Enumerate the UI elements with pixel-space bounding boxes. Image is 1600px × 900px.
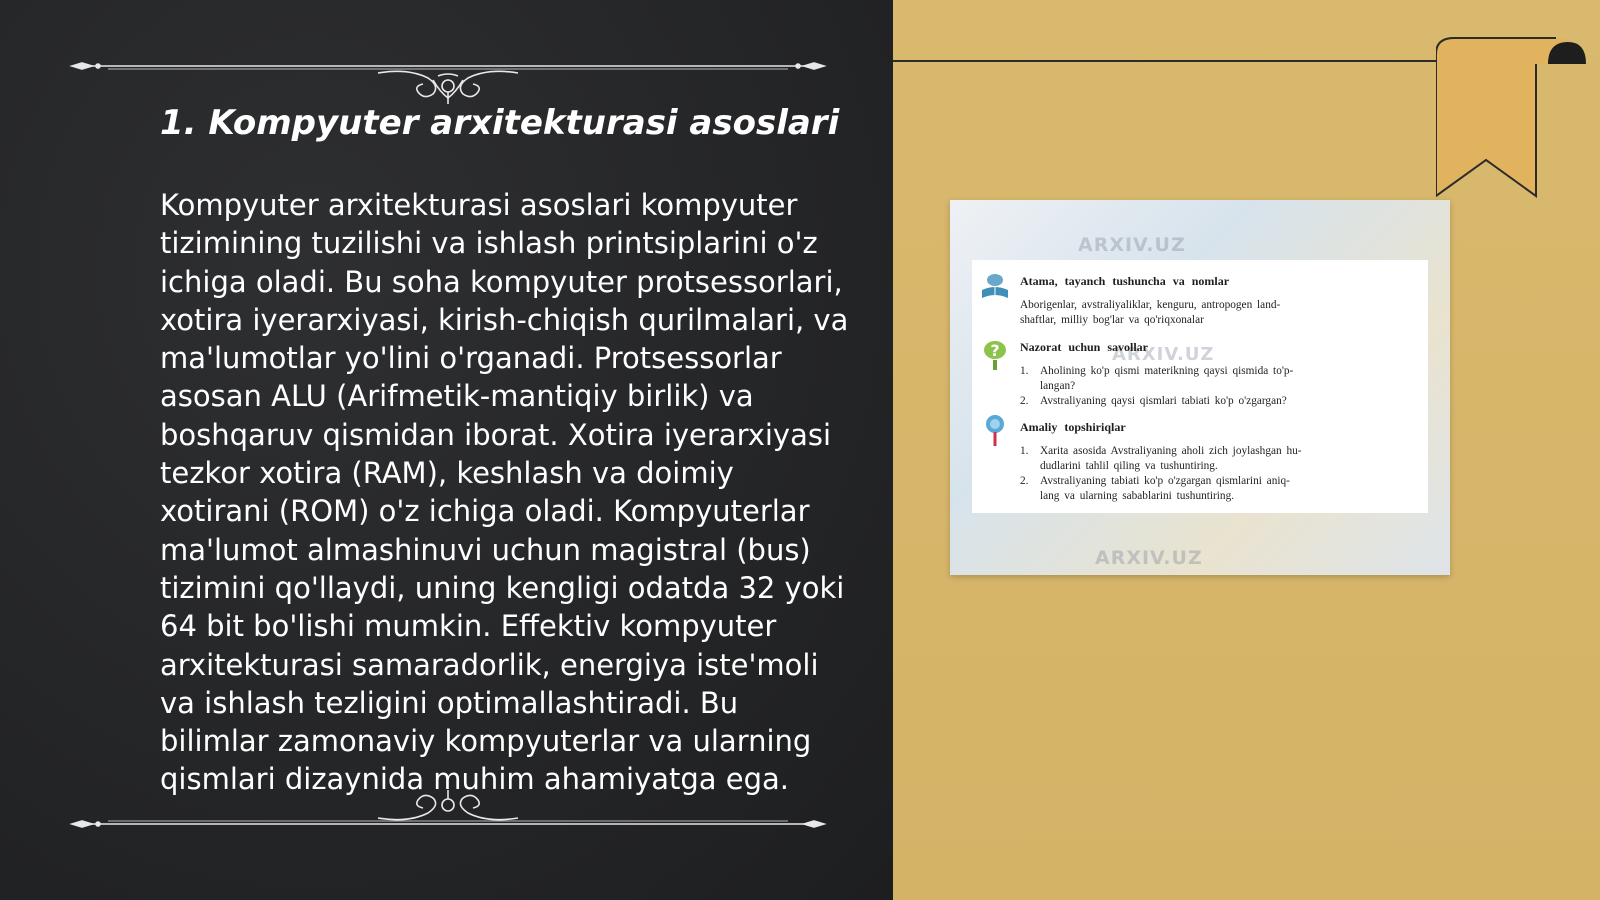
pin-icon: [980, 414, 1010, 448]
bookmark-ribbon-icon: [1436, 36, 1586, 201]
item-number: 2.: [1020, 395, 1029, 407]
textbook-photo: [950, 200, 1450, 575]
section-heading-questions: Nazorat uchun savollar: [1020, 340, 1148, 354]
slide-body-text: Kompyuter arxitekturasi asoslari kompyuter tizimining tuzilishi va ishlash printsiplarini o'z ichiga oladi. Bu soha kompyuter protsessorlari, xotira iyerarxiyasi, kirish-chiqish qurilmalari, va ma'lumotlar yo'lini o'rganadi. Protsessorlar asosan ALU (Arifmetik-mantiqiy birlik) va boshqaruv qismidan iborat. Xotira iyerarxiyasi tezkor xotira (RAM), keshlash va doimiy xotirani (ROM) o'z ichiga oladi. Kompyuterlar ma'lumot almashinuvi uchun magistral (bus) tizimini qo'llaydi, uning kengligi odatda 32 yoki 64 bit bo'lishi mumkin. Effektiv kompyuter arxitekturasi samaradorlik, energiya iste'moli va ishlash tezligini optimallashtiradi. Bu bilimlar zamonaviy kompyuterlar va ularning qismlari dizaynida muhim ahamiyatga ega.: [160, 188, 849, 797]
watermark-text: ARXIV.UZ: [1095, 547, 1203, 569]
bottom-ornamental-divider-icon: [68, 790, 828, 850]
terms-line: shaftlar, milliy bog'lar va qo'riqxonalar: [1020, 314, 1204, 326]
question-item: [1020, 364, 1418, 379]
question-mark-icon: [980, 338, 1010, 372]
open-book-icon: [980, 270, 1010, 304]
watermark-text: ARXIV.UZ: [1078, 234, 1186, 256]
item-text: Avstraliyaning qaysi qismlari tabiati ko'p o'zgargan?: [1040, 395, 1287, 407]
item-number: 1.: [1020, 445, 1029, 457]
section-heading-terms: Atama, tayanch tushuncha va nomlar: [1020, 274, 1230, 288]
top-rule-line: [893, 60, 1441, 62]
item-text: Avstraliyaning tabiati ko'p o'zgargan qismlarini aniq-: [1040, 475, 1290, 487]
item-text: Aholining ko'p qismi materikning qaysi qismida to'p-: [1040, 365, 1294, 377]
section-heading-tasks: Amaliy topshiriqlar: [1020, 420, 1126, 434]
item-number: 2.: [1020, 475, 1029, 487]
task-item: [1020, 474, 1418, 489]
top-ornamental-divider-icon: [68, 48, 828, 108]
question-item-cont: langan?: [1040, 380, 1076, 392]
task-item-cont: dudlarini tahlil qiling va tushuntiring.: [1040, 460, 1218, 472]
textbook-page: [972, 260, 1428, 513]
item-number: 1.: [1020, 365, 1029, 377]
item-text: Xarita asosida Avstraliyaning aholi zich joylashgan hu-: [1040, 445, 1302, 457]
terms-line: Aborigenlar, avstraliyaliklar, kenguru, antropogen land-: [1020, 299, 1281, 311]
watermark-text: ARXIV.UZ: [1112, 344, 1215, 365]
question-item: [1020, 394, 1418, 409]
svg-text:?: ?: [990, 341, 1000, 360]
task-item-cont: lang va ularning sabablarini tushuntiring.: [1040, 490, 1235, 502]
slide-title: 1. Kompyuter arxitekturasi asoslari: [160, 103, 840, 143]
task-item: [1020, 444, 1418, 459]
